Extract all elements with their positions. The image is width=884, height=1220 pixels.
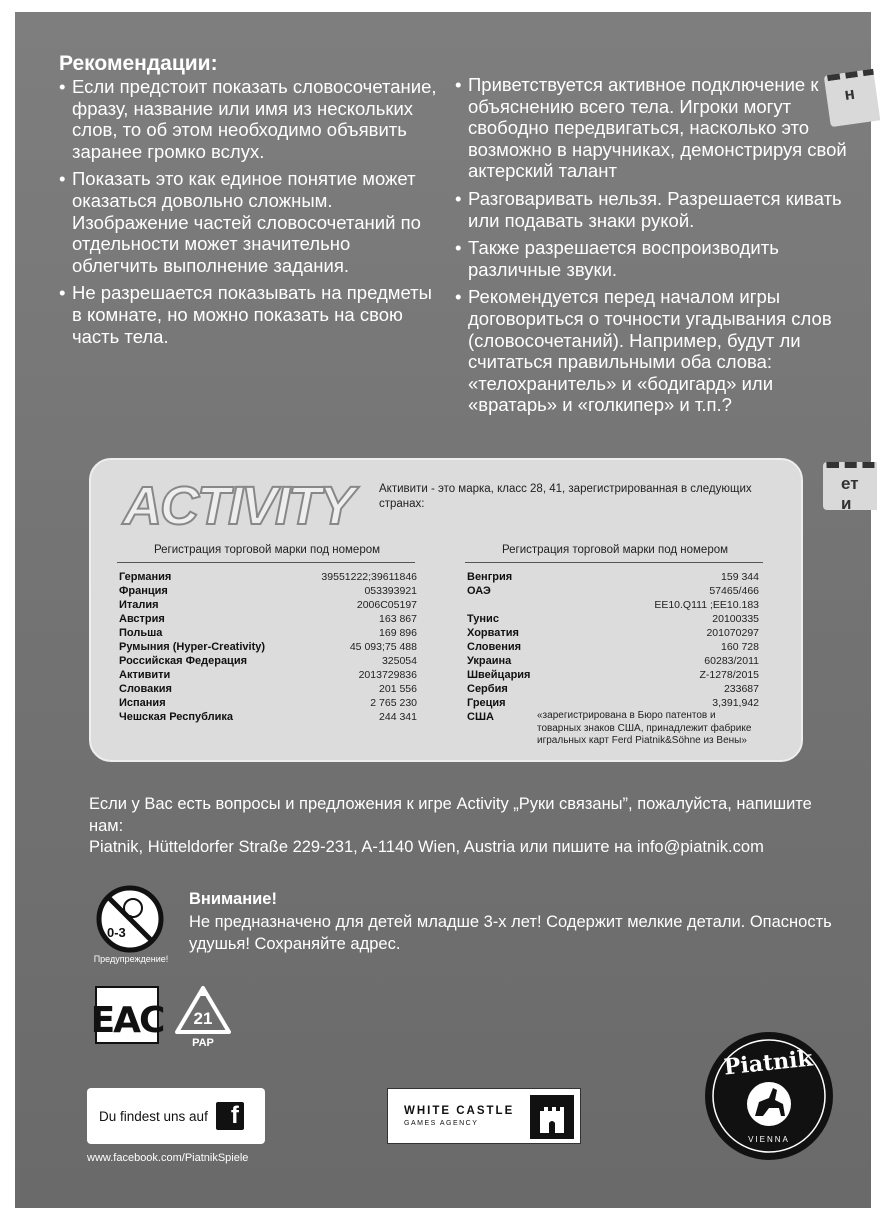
registration-number: Z-1278/2015	[699, 669, 759, 681]
registration-country: Чешская Республика	[119, 711, 234, 723]
registration-country: Активити	[119, 669, 171, 681]
registration-row	[119, 626, 417, 640]
contact-line-1: Если у Вас есть вопросы и предложения к игре Activity „Руки связаны”, пожалуйста, напишите нам:	[89, 795, 812, 835]
activity-logo-text: ACTIVITY	[123, 476, 354, 536]
registration-row	[467, 654, 759, 668]
registration-number: 45 093;75 488	[349, 641, 417, 653]
side-tab-middle-text: ет и	[841, 474, 859, 513]
registration-number: 201 556	[379, 683, 417, 695]
recommendations-left-column	[59, 76, 439, 353]
side-tab-top-text: н	[843, 83, 856, 104]
registration-country: Польша	[119, 627, 163, 639]
registration-row	[119, 696, 417, 710]
registration-number: 20100335	[712, 613, 759, 625]
registration-number: 244 341	[379, 711, 417, 723]
warning-caption: Предупреждение!	[93, 954, 169, 964]
registration-number: 163 867	[379, 613, 417, 625]
registration-country: ОАЭ	[467, 585, 491, 597]
piatnik-name: Piatnik	[722, 1045, 814, 1081]
registration-number: 159 344	[721, 571, 759, 583]
registration-country: США	[467, 711, 494, 723]
registration-row	[467, 570, 759, 584]
registration-row	[119, 570, 417, 584]
registration-country: Австрия	[119, 613, 165, 625]
facebook-icon: f	[216, 1102, 244, 1130]
registration-row	[119, 640, 417, 654]
registration-country: Румыния (Hyper-Creativity)	[119, 641, 266, 653]
registration-note: «зарегистрирована в Бюро патентов и товарных знаков США, принадлежит фабрике игральных карт Ferd Piatnik&Söhne из Вены»	[537, 710, 752, 746]
registration-country: Тунис	[467, 613, 499, 625]
registration-country: Германия	[119, 571, 172, 583]
warning-text: Не предназначено для детей младше 3-х лет! Содержит мелкие детали. Опасность удушья! Сохраняйте адрес.	[189, 913, 832, 953]
piatnik-city: VIENNA	[748, 1135, 790, 1144]
registration-country: Швейцария	[467, 669, 531, 681]
registration-number: 2013729836	[358, 669, 417, 681]
registration-country: Украина	[467, 655, 512, 667]
contact-info	[89, 794, 829, 859]
registration-row	[467, 584, 759, 598]
recycle-icon	[173, 984, 233, 1048]
facebook-label: Du findest uns auf	[99, 1108, 208, 1124]
recommendations-right-column	[455, 74, 855, 422]
castle-tower-icon	[530, 1095, 574, 1139]
registration-country: Российская Федерация	[119, 655, 247, 667]
age-warning-icon	[95, 884, 165, 954]
registration-row	[119, 598, 417, 612]
registration-number: 3,391,942	[712, 697, 759, 709]
registration-country: Словения	[467, 641, 522, 653]
recommendation-item: • Если предстоит показать словосочетание, фразу, название или имя из нескольких слов, то об этом необходимо объявить заранее громко вслух.	[59, 76, 439, 162]
eac-mark	[90, 986, 164, 1044]
registration-number: EE10.Q111 ;EE10.183	[654, 599, 759, 611]
registration-row	[467, 598, 759, 612]
registration-number: 325054	[381, 655, 417, 667]
recycle-label: PAP	[192, 1037, 214, 1049]
registration-country: Сербия	[467, 683, 508, 695]
recycle-number: 21	[193, 1009, 213, 1028]
registration-row	[119, 654, 417, 668]
piatnik-logo	[703, 1030, 835, 1162]
white-castle-title: WHITE CASTLE	[404, 1105, 515, 1117]
registration-number: 60283/2011	[704, 655, 759, 667]
registration-number: 201070297	[706, 627, 759, 639]
white-castle-subtitle: GAMES AGENCY	[404, 1120, 479, 1127]
recommendation-item: • Рекомендуется перед началом игры договориться о точности угадывания слов (словосочетаний). Например, будут ли считаться правильными оба слова: «телохранитель» и «бодигард» или «вратарь» и «голкипер» и т.п.?	[455, 286, 855, 416]
recommendations-title: Рекомендации:	[59, 52, 218, 75]
eac-text: EAC	[90, 1000, 164, 1041]
registration-row	[119, 612, 417, 626]
registration-country: Франция	[119, 585, 168, 597]
registration-number: 169 896	[379, 627, 417, 639]
registration-row	[467, 626, 759, 640]
side-tab-middle	[823, 462, 877, 513]
registration-row	[467, 640, 759, 654]
registration-row	[119, 710, 417, 724]
white-castle-logo	[387, 1088, 581, 1144]
registration-number: 39551222;39611846	[321, 571, 417, 583]
recommendation-item: • Разговаривать нельзя. Разрешается кивать или подавать знаки рукой.	[455, 188, 855, 231]
registration-row	[119, 584, 417, 598]
manual-page	[15, 12, 871, 1208]
registration-country: Венгрия	[467, 571, 513, 583]
registration-header-right: Регистрация торговой марки под номером	[501, 544, 729, 556]
registration-country: Словакия	[119, 683, 172, 695]
recommendation-item: • Показать это как единое понятие может оказаться довольно сложным. Изображение частей словосочетаний по отдельности может значительно облегчить выполнение задания.	[59, 168, 439, 276]
recommendation-item: • Приветствуется активное подключение к объяснению всего тела. Игроки могут свободно передвигаться, насколько это возможно в наручниках, демонстрируя свой актерский талант	[455, 74, 855, 182]
registration-row	[467, 612, 759, 626]
registration-row	[467, 696, 759, 710]
registration-header-left: Регистрация торговой марки под номером	[153, 544, 381, 556]
registration-row-usa	[467, 710, 759, 748]
registration-number: 2006C05197	[356, 599, 417, 611]
age-label: 0-3	[107, 925, 126, 940]
contact-line-2: Piatnik, Hütteldorfer Straße 229-231, A-1140 Wien, Austria или пишите на info@piatnik.com	[89, 838, 764, 856]
registration-country: Италия	[119, 599, 159, 611]
trademark-box	[89, 458, 803, 762]
divider	[117, 562, 415, 563]
registration-row	[119, 682, 417, 696]
registration-number: 160 728	[721, 641, 759, 653]
activity-logo	[119, 472, 359, 538]
registration-number: 57465/466	[709, 585, 759, 597]
divider	[465, 562, 763, 563]
registration-row	[467, 682, 759, 696]
recommendation-item: • Не разрешается показывать на предметы в комнате, но можно показать на свою часть тела.	[59, 282, 439, 347]
registration-number: 053393921	[364, 585, 417, 597]
registration-row	[119, 668, 417, 682]
trademark-intro: Активити - это марка, класс 28, 41, зарегистрированная в следующих странах:	[379, 483, 752, 510]
facebook-url[interactable]: www.facebook.com/PiatnikSpiele	[87, 1152, 249, 1164]
facebook-badge[interactable]	[87, 1088, 265, 1144]
warning-title: Внимание!	[189, 890, 277, 908]
registration-country: Греция	[467, 697, 506, 709]
registration-number: 233687	[723, 683, 759, 695]
recommendation-item: • Также разрешается воспроизводить различные звуки.	[455, 237, 855, 280]
registration-number: 2 765 230	[370, 697, 417, 709]
registration-table-left	[119, 570, 417, 724]
registration-country: Испания	[119, 697, 166, 709]
registration-country: Хорватия	[467, 627, 519, 639]
registration-table-right	[467, 570, 759, 748]
registration-row	[467, 668, 759, 682]
